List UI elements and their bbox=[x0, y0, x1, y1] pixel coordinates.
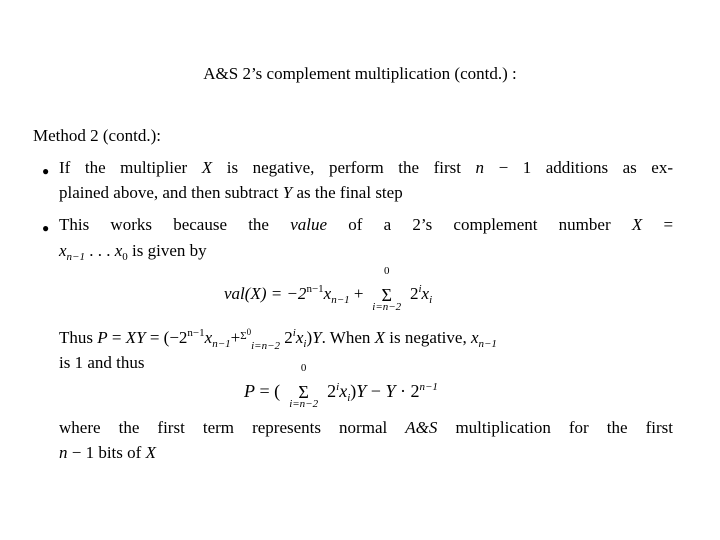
bullet-2-line-1: This works because the value of a 2’s complement number X = bbox=[59, 215, 674, 234]
inline-sum-operator: $^{\Sigma 0}_{i=n-2}$ bbox=[240, 327, 281, 352]
where-line-1: where the first term represents normal A&S multiplication for the first bbox=[59, 418, 673, 437]
bullet-2-dot: ● bbox=[42, 221, 50, 235]
sum-operator: 0 Σ i=n−2 bbox=[372, 264, 402, 313]
bullet-1-line-1: If the multiplier X is negative, perform the first n − 1 additions as ex- bbox=[59, 158, 674, 177]
equation-product: P = ( 0 Σ i=n−2 $2^ix_i)Y - Y \cdot 2^{n-1}$ bbox=[244, 362, 438, 411]
section-heading: Method 2 (contd.): bbox=[33, 126, 161, 145]
bullet-2-line-2: $x_{n-1}$ . . . $x_0$ is given by bbox=[59, 241, 207, 263]
thus-line-2: is 1 and thus bbox=[59, 353, 145, 372]
slide-title: A&S 2’s complement multiplication (contd.) : bbox=[203, 64, 517, 83]
where-line-2: n − 1 bits of X bbox=[59, 443, 156, 462]
bullet-1-line-2: plained above, and then subtract Y as the final step bbox=[59, 183, 403, 202]
product-sum-operator: 0 Σ i=n−2 bbox=[289, 362, 319, 411]
bullet-1-dot: ● bbox=[42, 164, 50, 178]
thus-line-1: Thus P = XY = ($-2^{n-1}x_{n-1}+^{\Sigma 0}_{i=n-2}$ $2^ix_i)Y$. When X is negative, $x_{n-1}$ bbox=[59, 327, 497, 352]
equation-value: $val(X) = -2^{n-1}x_{n-1}$ + 0 Σ i=n−2 $2^ix_i$ bbox=[224, 264, 433, 313]
